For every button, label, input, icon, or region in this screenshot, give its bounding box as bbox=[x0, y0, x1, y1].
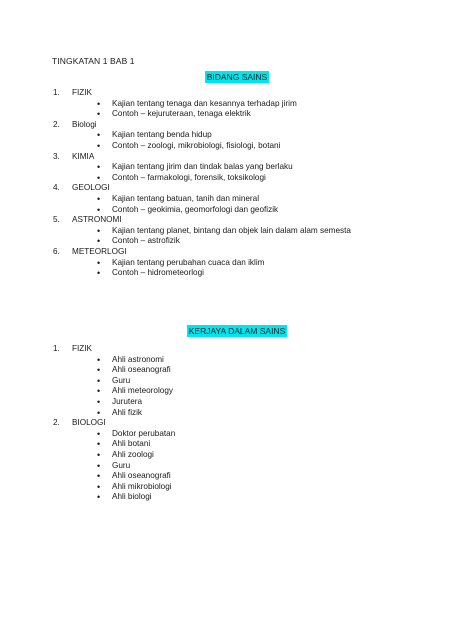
list-item-title: METEORLOGI bbox=[72, 246, 127, 256]
highlighted-heading-text: BIDANG SAINS bbox=[206, 72, 268, 82]
bullet-icon: • bbox=[97, 109, 101, 120]
sub-list-item-text: Ahli biologi bbox=[112, 492, 152, 502]
sub-list-item bbox=[52, 397, 175, 408]
sub-list-item-text: Guru bbox=[112, 375, 131, 385]
sub-list-item-text: Kajian tentang jirim dan tindak balas yang berlaku bbox=[112, 162, 293, 172]
bullet-icon: • bbox=[97, 481, 101, 492]
bullet-icon: • bbox=[97, 396, 101, 407]
bullet-icon: • bbox=[97, 204, 101, 215]
bullet-icon: • bbox=[97, 492, 101, 503]
sub-list-item-text: Ahli oseanografi bbox=[112, 365, 171, 375]
list-item bbox=[52, 88, 351, 120]
bullet-icon: • bbox=[97, 365, 101, 376]
list-item-heading bbox=[52, 120, 351, 131]
sub-list-item-text: Kajian tentang planet, bintang dan objek lain dalam alam semesta bbox=[112, 225, 351, 235]
sub-list-item-text: Contoh – farmakologi, forensik, toksikologi bbox=[112, 172, 266, 182]
bullet-icon: • bbox=[97, 407, 101, 418]
sub-list-item bbox=[52, 461, 175, 472]
bullet-icon: • bbox=[97, 268, 101, 279]
bullet-icon: • bbox=[97, 225, 101, 236]
bullet-icon: • bbox=[97, 375, 101, 386]
list-item bbox=[52, 215, 351, 247]
sub-list-item-text: Ahli astronomi bbox=[112, 354, 164, 364]
sub-list bbox=[52, 162, 351, 183]
sub-list-item bbox=[52, 236, 351, 247]
sub-list-item bbox=[52, 258, 351, 269]
sub-list-item-text: Contoh – geokimia, geomorfologi dan geofizik bbox=[112, 204, 279, 214]
sub-list-item bbox=[52, 471, 175, 482]
sub-list-item-text: Contoh – kejuruteraan, tenaga elektrik bbox=[112, 109, 251, 119]
sub-list-item bbox=[52, 194, 351, 205]
sub-list-item bbox=[52, 376, 175, 387]
bidang-sains-list bbox=[52, 88, 351, 279]
sub-list-item-text: Ahli fizik bbox=[112, 407, 143, 417]
list-item-title: GEOLOGI bbox=[72, 183, 110, 193]
sub-list-item bbox=[52, 141, 351, 152]
bullet-icon: • bbox=[97, 98, 101, 109]
highlighted-heading-text: KERJAYA DALAM SAINS bbox=[188, 326, 286, 336]
sub-list-item bbox=[52, 482, 175, 493]
sub-list-item bbox=[52, 173, 351, 184]
list-item-title: ASTRONOMI bbox=[72, 215, 122, 225]
list-item-heading bbox=[52, 88, 351, 99]
section-heading-kerjaya-dalam-sains bbox=[0, 326, 474, 336]
sub-list-item-text: Contoh – astrofizik bbox=[112, 236, 180, 246]
sub-list-item bbox=[52, 429, 175, 440]
sub-list-item bbox=[52, 408, 175, 419]
bullet-icon: • bbox=[97, 236, 101, 247]
bullet-icon: • bbox=[97, 460, 101, 471]
bullet-icon: • bbox=[97, 130, 101, 141]
sub-list-item-text: Ahli botani bbox=[112, 439, 151, 449]
bullet-icon: • bbox=[97, 471, 101, 482]
bullet-icon: • bbox=[97, 172, 101, 183]
sub-list-item-text: Kajian tentang batuan, tanih dan mineral bbox=[112, 193, 260, 203]
bullet-icon: • bbox=[97, 449, 101, 460]
sub-list-item bbox=[52, 268, 351, 279]
sub-list bbox=[52, 99, 351, 120]
sub-list-item bbox=[52, 355, 175, 366]
sub-list-item-text: Guru bbox=[112, 460, 131, 470]
sub-list-item bbox=[52, 365, 175, 376]
bullet-icon: • bbox=[97, 140, 101, 151]
sub-list-item-text: Contoh – zoologi, mikrobiologi, fisiologi, botani bbox=[112, 140, 281, 150]
sub-list bbox=[52, 194, 351, 215]
bullet-icon: • bbox=[97, 162, 101, 173]
sub-list bbox=[52, 258, 351, 279]
list-item-heading bbox=[52, 418, 175, 429]
list-item bbox=[52, 120, 351, 152]
bullet-icon: • bbox=[97, 386, 101, 397]
sub-list-item-text: Ahli oseanografi bbox=[112, 471, 171, 481]
sub-list-item bbox=[52, 162, 351, 173]
sub-list-item-text: Kajian tentang benda hidup bbox=[112, 130, 212, 140]
sub-list-item-text: Jurutera bbox=[112, 396, 143, 406]
sub-list bbox=[52, 429, 175, 503]
list-item-title: FIZIK bbox=[72, 88, 93, 97]
list-item-number: 6. bbox=[53, 246, 60, 256]
bullet-icon: • bbox=[97, 354, 101, 365]
list-item-title: FIZIK bbox=[72, 344, 93, 353]
bullet-icon: • bbox=[97, 439, 101, 450]
list-item-number: 5. bbox=[53, 215, 60, 225]
sub-list-item bbox=[52, 205, 351, 216]
sub-list bbox=[52, 226, 351, 247]
list-item-heading bbox=[52, 247, 351, 258]
list-item-heading bbox=[52, 215, 351, 226]
list-item-number: 2. bbox=[53, 119, 60, 129]
sub-list-item bbox=[52, 450, 175, 461]
sub-list-item bbox=[52, 226, 351, 237]
sub-list-item-text: Kajian tentang tenaga dan kesannya terhadap jirim bbox=[112, 98, 297, 108]
kerjaya-dalam-sains-list bbox=[52, 344, 175, 503]
sub-list-item-text: Ahli meteorology bbox=[112, 386, 173, 396]
sub-list-item-text: Ahli zoologi bbox=[112, 449, 154, 459]
sub-list bbox=[52, 130, 351, 151]
list-item-heading bbox=[52, 344, 175, 355]
list-item bbox=[52, 183, 351, 215]
sub-list-item-text: Doktor perubatan bbox=[112, 428, 176, 438]
list-item-heading bbox=[52, 183, 351, 194]
document-title: TINGKATAN 1 BAB 1 bbox=[52, 56, 135, 66]
list-item bbox=[52, 152, 351, 184]
sub-list-item bbox=[52, 386, 175, 397]
list-item-title: BIOLOGI bbox=[72, 418, 106, 428]
sub-list-item bbox=[52, 130, 351, 141]
list-item bbox=[52, 247, 351, 279]
list-item-number: 1. bbox=[53, 88, 60, 97]
sub-list-item bbox=[52, 109, 351, 120]
list-item bbox=[52, 344, 175, 418]
list-item-number: 1. bbox=[53, 344, 60, 353]
sub-list-item bbox=[52, 439, 175, 450]
list-item bbox=[52, 418, 175, 503]
sub-list-item bbox=[52, 99, 351, 110]
bullet-icon: • bbox=[97, 428, 101, 439]
section-heading-bidang-sains bbox=[0, 72, 474, 82]
sub-list bbox=[52, 355, 175, 419]
sub-list-item-text: Contoh – hidrometeorlogi bbox=[112, 268, 204, 278]
list-item-number: 2. bbox=[53, 418, 60, 428]
list-item-title: Biologi bbox=[72, 119, 97, 129]
sub-list-item-text: Ahli mikrobiologi bbox=[112, 481, 172, 491]
sub-list-item bbox=[52, 492, 175, 503]
list-item-heading bbox=[52, 152, 351, 163]
list-item-title: KIMIA bbox=[72, 151, 95, 161]
list-item-number: 3. bbox=[53, 151, 60, 161]
bullet-icon: • bbox=[97, 193, 101, 204]
sub-list-item-text: Kajian tentang perubahan cuaca dan iklim bbox=[112, 257, 265, 267]
list-item-number: 4. bbox=[53, 183, 60, 193]
bullet-icon: • bbox=[97, 257, 101, 268]
